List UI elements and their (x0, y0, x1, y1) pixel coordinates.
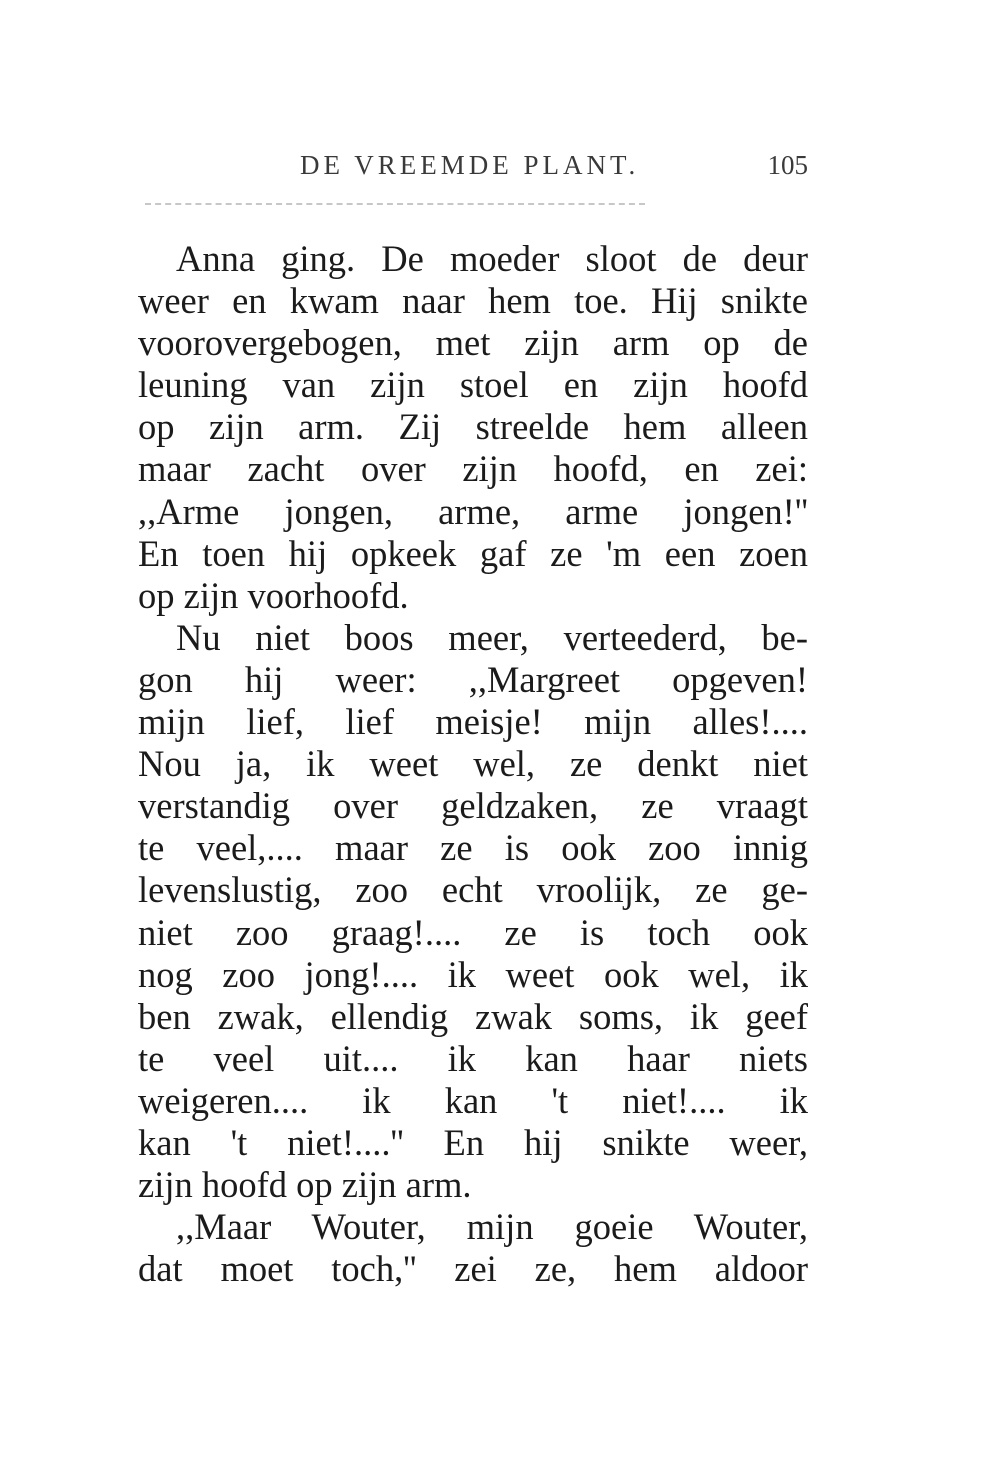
text-line: niet zoo graag!.... ze is toch ook (138, 911, 808, 953)
text-line: nog zoo jong!.... ik weet ook wel, ik (138, 953, 808, 995)
text-line: leuning van zijn stoel en zijn hoofd (138, 364, 808, 406)
text-line: ben zwak, ellendig zwak soms, ik geef (138, 995, 808, 1037)
text-line: gon hij weer: ,,Margreet opgeven! (138, 658, 808, 700)
text-line: En toen hij opkeek gaf ze 'm een zoen (138, 532, 808, 574)
text-line: te veel uit.... ik kan haar niets (138, 1037, 808, 1079)
text-line: weer en kwam naar hem toe. Hij snikte (138, 280, 808, 322)
text-line: te veel,.... maar ze is ook zoo innig (138, 827, 808, 869)
text-line: kan 't niet!....'' En hij snikte weer, (138, 1121, 808, 1163)
text-line: verstandig over geldzaken, ze vraagt (138, 785, 808, 827)
text-line: levenslustig, zoo echt vroolijk, ze ge- (138, 869, 808, 911)
text-line: ,,Maar Wouter, mijn goeie Wouter, (176, 1206, 808, 1248)
text-line: op zijn voorhoofd. (138, 574, 409, 616)
page-number: 105 (767, 150, 808, 180)
running-title: DE VREEMDE PLANT. (300, 150, 640, 180)
text-line: dat moet toch,'' zei ze, hem aldoor (138, 1248, 808, 1290)
text-line: ,,Arme jongen, arme, arme jongen!'' (138, 490, 808, 532)
text-line: Nou ja, ik weet wel, ze denkt niet (138, 743, 808, 785)
running-head (138, 150, 808, 190)
text-line: zijn hoofd op zijn arm. (138, 1164, 472, 1206)
text-line: Anna ging. De moeder sloot de deur (176, 238, 808, 279)
text-line: maar zacht over zijn hoofd, en zei: (138, 448, 808, 490)
body-text (138, 238, 808, 1290)
header-rule (145, 203, 645, 205)
text-line: op zijn arm. Zij streelde hem alleen (138, 406, 808, 448)
text-line: weigeren.... ik kan 't niet!.... ik (138, 1079, 808, 1121)
text-line: Nu niet boos meer, verteederd, be- (176, 616, 808, 658)
text-line: mijn lief, lief meisje! mijn alles!.... (138, 701, 808, 743)
text-line: voorovergebogen, met zijn arm op de (138, 322, 808, 364)
